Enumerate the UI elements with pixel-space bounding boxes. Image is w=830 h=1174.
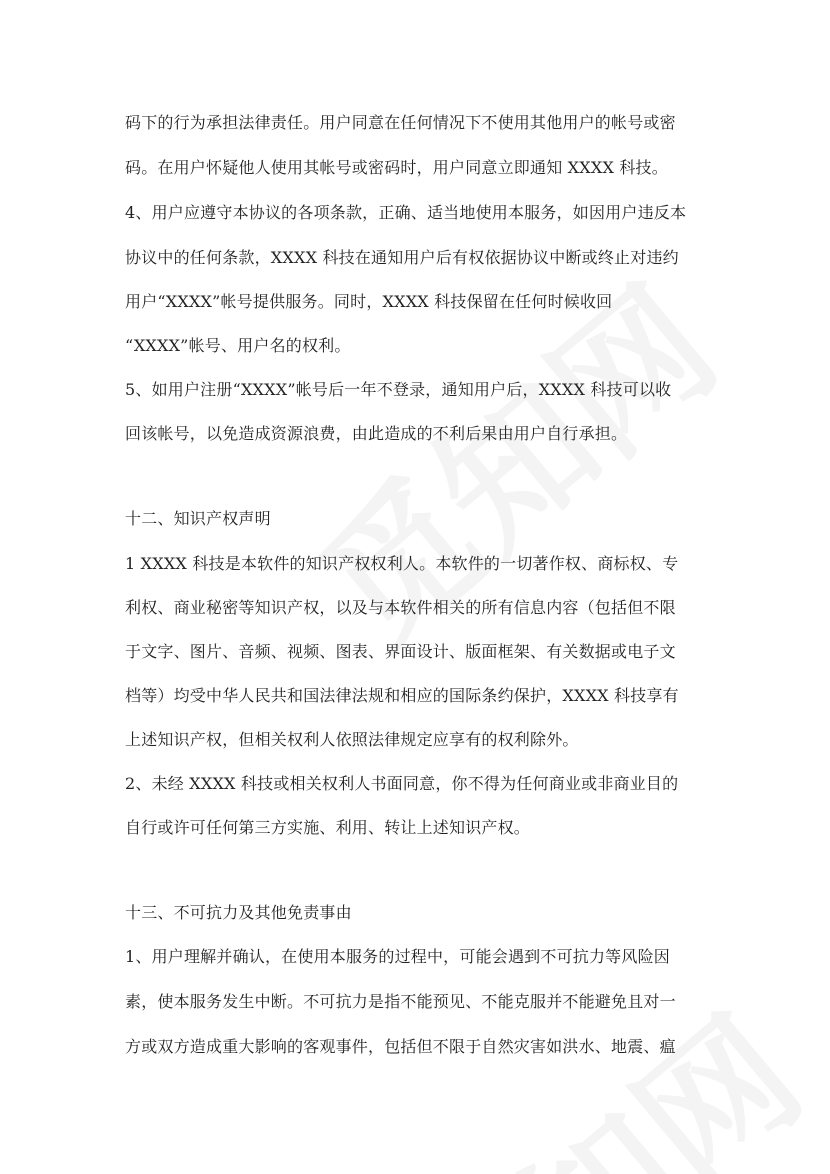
paragraph-line: 于文字、图片、音频、视频、图表、界面设计、版面框架、有关数据或电子文: [125, 642, 676, 661]
paragraph-line: 码。在用户怀疑他人使用其帐号或密码时，用户同意立即通知 XXXX 科技。: [125, 158, 668, 177]
paragraph-line: 档等）均受中华人民共和国法律法规和相应的国际条约保护，XXXX 科技享有: [125, 686, 679, 705]
section-heading: 十三、不可抗力及其他免责事由: [125, 903, 352, 922]
paragraph-line: 4、用户应遵守本协议的各项条款，正确、适当地使用本服务，如因用户违反本: [125, 203, 687, 222]
paragraph-line: 素，使本服务发生中断。不可抗力是指不能预见、不能克服并不能避免且对一: [125, 992, 676, 1011]
paragraph-line: 利权、商业秘密等知识产权，以及与本软件相关的所有信息内容（包括但不限: [125, 598, 676, 617]
paragraph-line: “XXXX”帐号、用户名的权利。: [125, 336, 351, 355]
paragraph-line: 码下的行为承担法律责任。用户同意在任何情况下不使用其他用户的帐号或密: [125, 113, 676, 132]
paragraph-line: 用户“XXXX”帐号提供服务。同时，XXXX 科技保留在任何时候收回: [125, 292, 613, 311]
paragraph-line: 2、未经 XXXX 科技或相关权利人书面同意，你不得为任何商业或非商业目的: [125, 774, 679, 793]
paragraph-line: 1、用户理解并确认，在使用本服务的过程中，可能会遇到不可抗力等风险因: [125, 947, 670, 966]
paragraph-line: 1 XXXX 科技是本软件的知识产权权利人。本软件的一切著作权、商标权、专: [125, 554, 679, 573]
paragraph-line: 自行或许可任何第三方实施、利用、转让上述知识产权。: [125, 818, 531, 837]
paragraph-line: 回该帐号，以免造成资源浪费，由此造成的不利后果由用户自行承担。: [125, 424, 628, 443]
paragraph-line: 上述知识产权，但相关权利人依照法律规定应享有的权利除外。: [125, 730, 579, 749]
paragraph-line: 方或双方造成重大影响的客观事件，包括但不限于自然灾害如洪水、地震、瘟: [125, 1037, 676, 1056]
paragraph-line: 协议中的任何条款，XXXX 科技在通知用户后有权依据协议中断或终止对违约: [125, 248, 679, 267]
paragraph-line: 5、如用户注册“XXXX”帐号后一年不登录，通知用户后，XXXX 科技可以收: [125, 380, 672, 399]
section-heading: 十二、知识产权声明: [125, 509, 271, 528]
